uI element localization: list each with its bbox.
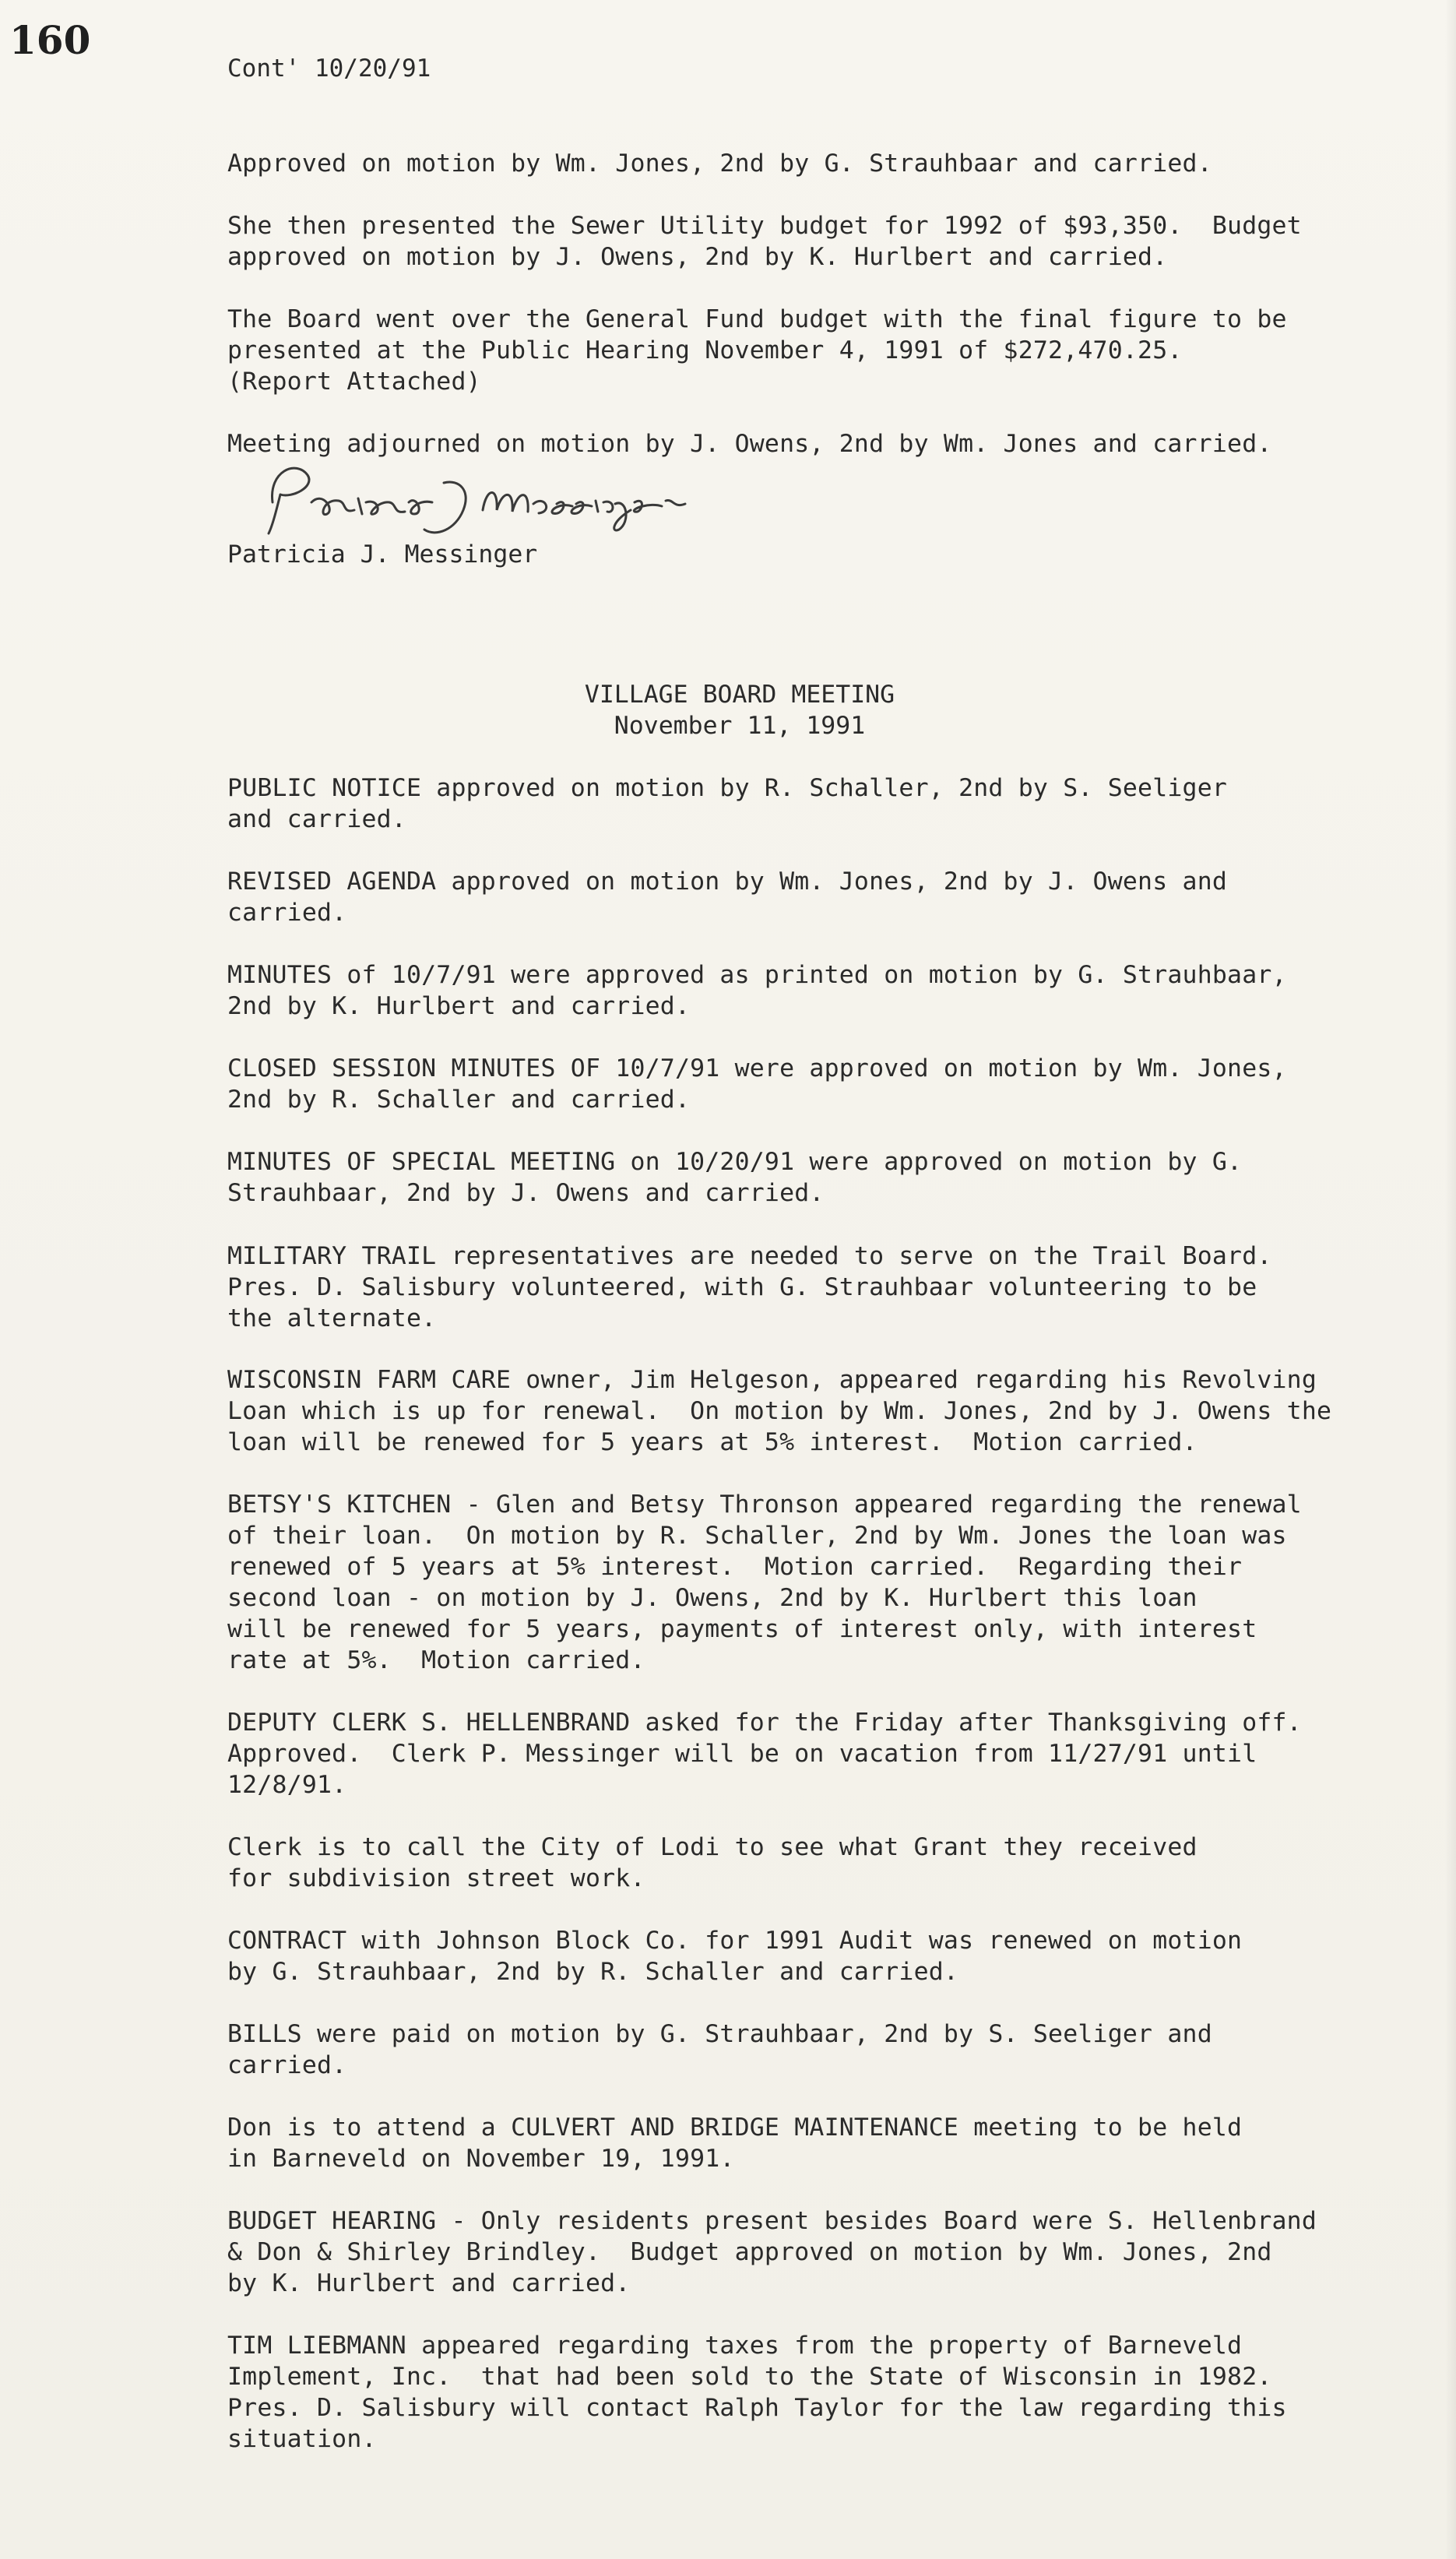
- paragraph-general-fund: The Board went over the General Fund budget with the final figure to be presented at the Public Hearing November 4, 1991 of $272,470.25. (Report Attached): [227, 305, 1287, 396]
- paragraph-city-of-lodi: Clerk is to call the City of Lodi to see what Grant they received for subdivision street work.: [227, 1833, 1198, 1892]
- paragraph-public-notice: PUBLIC NOTICE approved on motion by R. Schaller, 2nd by S. Seeliger and carried.: [227, 774, 1228, 833]
- paragraph-revised-agenda: REVISED AGENDA approved on motion by Wm. Jones, 2nd by J. Owens and carried.: [227, 868, 1228, 927]
- paragraph-approved: Approved on motion by Wm. Jones, 2nd by G. Strauhbaar and carried.: [227, 150, 1212, 178]
- paragraph-deputy-clerk: DEPUTY CLERK S. HELLENBRAND asked for the Friday after Thanksgiving off. Approved. Clerk P. Messinger will be on vacation from 11/27/91 until 12/8/91.: [227, 1709, 1302, 1799]
- paragraph-budget-hearing: BUDGET HEARING - Only residents present besides Board were S. Hellenbrand & Don & Shirley Brindley. Budget approved on motion by Wm. Jones, 2nd by K. Hurlbert and carried.: [227, 2207, 1317, 2297]
- paragraph-contract: CONTRACT with Johnson Block Co. for 1991 Audit was renewed on motion by G. Strauhbaar, 2nd by R. Schaller and carried.: [227, 1927, 1243, 1986]
- paragraph-farm-care: WISCONSIN FARM CARE owner, Jim Helgeson, appeared regarding his Revolving Loan which is up for renewal. On motion by Wm. Jones, 2nd by J. Owens the loan will be renewed for 5 years at 5% interest. Motion carried.: [227, 1366, 1332, 1456]
- meeting-title: VILLAGE BOARD MEETING: [584, 681, 895, 709]
- continuation-date: Cont' 10/20/91: [227, 55, 431, 83]
- paragraph-adjourned: Meeting adjourned on motion by J. Owens, 2nd by Wm. Jones and carried.: [227, 430, 1272, 458]
- meeting-date: November 11, 1991: [614, 712, 866, 740]
- meeting-heading: [545, 679, 934, 741]
- signer-name: Patricia J. Messinger: [227, 540, 538, 568]
- paragraph-betsys-kitchen: BETSY'S KITCHEN - Glen and Betsy Thronson appeared regarding the renewal of their loan. On motion by R. Schaller, 2nd by Wm. Jones the loan was renewed of 5 years at 5% interest. Motion carried. Regarding their second loan - on motion by J. Owens, 2nd by K. Hurlbert this loan will be renewed for 5 years, payments of interest only, with interest rate at 5%. Motion carried.: [227, 1491, 1302, 1674]
- signature-image: [249, 456, 716, 541]
- paragraph-culvert: Don is to attend a CULVERT AND BRIDGE MAINTENANCE meeting to be held in Barneveld on November 19, 1991.: [227, 2114, 1243, 2173]
- paragraph-military-trail: MILITARY TRAIL representatives are needed to serve on the Trail Board. Pres. D. Salisbury volunteered, with G. Strauhbaar volunteering to be the alternate.: [227, 1242, 1272, 1332]
- page-edge: [1445, 0, 1456, 2559]
- page-number: 160: [9, 17, 91, 63]
- paragraph-special-meeting: MINUTES OF SPECIAL MEETING on 10/20/91 were approved on motion by G. Strauhbaar, 2nd by J. Owens and carried.: [227, 1148, 1243, 1207]
- paragraph-sewer-budget: She then presented the Sewer Utility budget for 1992 of $93,350. Budget approved on motion by J. Owens, 2nd by K. Hurlbert and carried.: [227, 212, 1302, 271]
- paragraph-minutes: MINUTES of 10/7/91 were approved as printed on motion by G. Strauhbaar, 2nd by K. Hurlbert and carried.: [227, 961, 1287, 1020]
- paragraph-tim-liebmann: TIM LIEBMANN appeared regarding taxes from the property of Barneveld Implement, Inc. that had been sold to the State of Wisconsin in 1982. Pres. D. Salisbury will contact Ralph Taylor for the law regarding this situation.: [227, 2332, 1287, 2453]
- paragraph-closed-session: CLOSED SESSION MINUTES OF 10/7/91 were approved on motion by Wm. Jones, 2nd by R. Schaller and carried.: [227, 1054, 1287, 1114]
- paragraph-bills: BILLS were paid on motion by G. Strauhbaar, 2nd by S. Seeliger and carried.: [227, 2020, 1212, 2079]
